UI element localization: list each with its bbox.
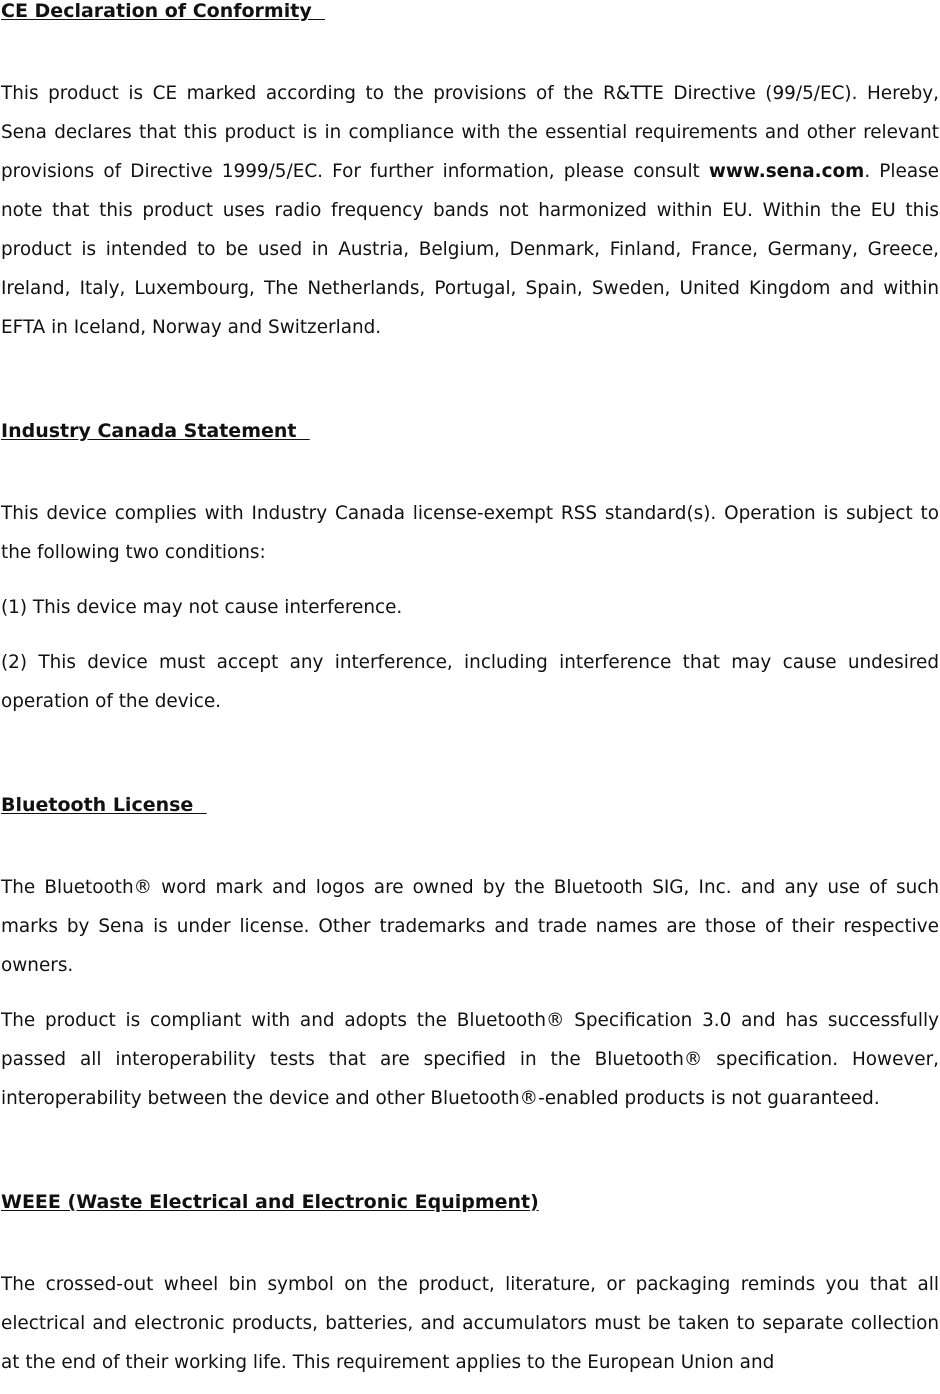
- bluetooth-heading: Bluetooth License: [1, 794, 207, 816]
- ce-paragraph: [1, 74, 939, 347]
- ce-paragraph-text-a: This product is CE marked according to the provisions of the R&TTE Directive (99/5/EC). Hereby, Sena declares that this product is in compliance with the essential requirements and other relevant provisions of Directive 1999/5/EC. For further information, please consult: [1, 83, 939, 182]
- canada-condition-1: (1) This device may not cause interference.: [1, 597, 403, 618]
- document-page: [1, 0, 939, 1382]
- weee-paragraph: The crossed-out wheel bin symbol on the product, literature, or packaging reminds you that all electrical and electronic products, batteries, and accumulators must be taken to separate collection at the end of their working life. This requirement applies to the European Union and: [1, 1274, 939, 1373]
- canada-heading: Industry Canada Statement: [1, 420, 310, 442]
- sena-website-link[interactable]: www.sena.com: [708, 161, 865, 182]
- ce-heading: CE Declaration of Conformity: [1, 0, 325, 22]
- weee-heading: WEEE (Waste Electrical and Electronic Equipment): [1, 1191, 539, 1213]
- bluetooth-paragraph-2: The product is compliant with and adopts the Bluetooth® Specification 3.0 and has successfully passed all interoperability tests that are specified in the Bluetooth® specification. However, interoperability between the device and other Bluetooth®-enabled products is not guaranteed.: [1, 1010, 939, 1109]
- ce-paragraph-text-b: . Please note that this product uses radio frequency bands not harmonized within EU. Within the EU this product is intended to be used in Austria, Belgium, Denmark, Finland, France, Germany, Greece, Ireland, Italy, Luxembourg, The Netherlands, Portugal, Spain, Sweden, United Kingdom and within EFTA in Iceland, Norway and Switzerland.: [1, 161, 939, 338]
- canada-paragraph-1: This device complies with Industry Canada license-exempt RSS standard(s). Operation is subject to the following two conditions:: [1, 503, 939, 563]
- canada-condition-2: (2) This device must accept any interference, including interference that may cause undesired operation of the device.: [1, 652, 939, 712]
- bluetooth-paragraph-1: The Bluetooth® word mark and logos are owned by the Bluetooth SIG, Inc. and any use of such marks by Sena is under license. Other trademarks and trade names are those of their respective owners.: [1, 877, 939, 976]
